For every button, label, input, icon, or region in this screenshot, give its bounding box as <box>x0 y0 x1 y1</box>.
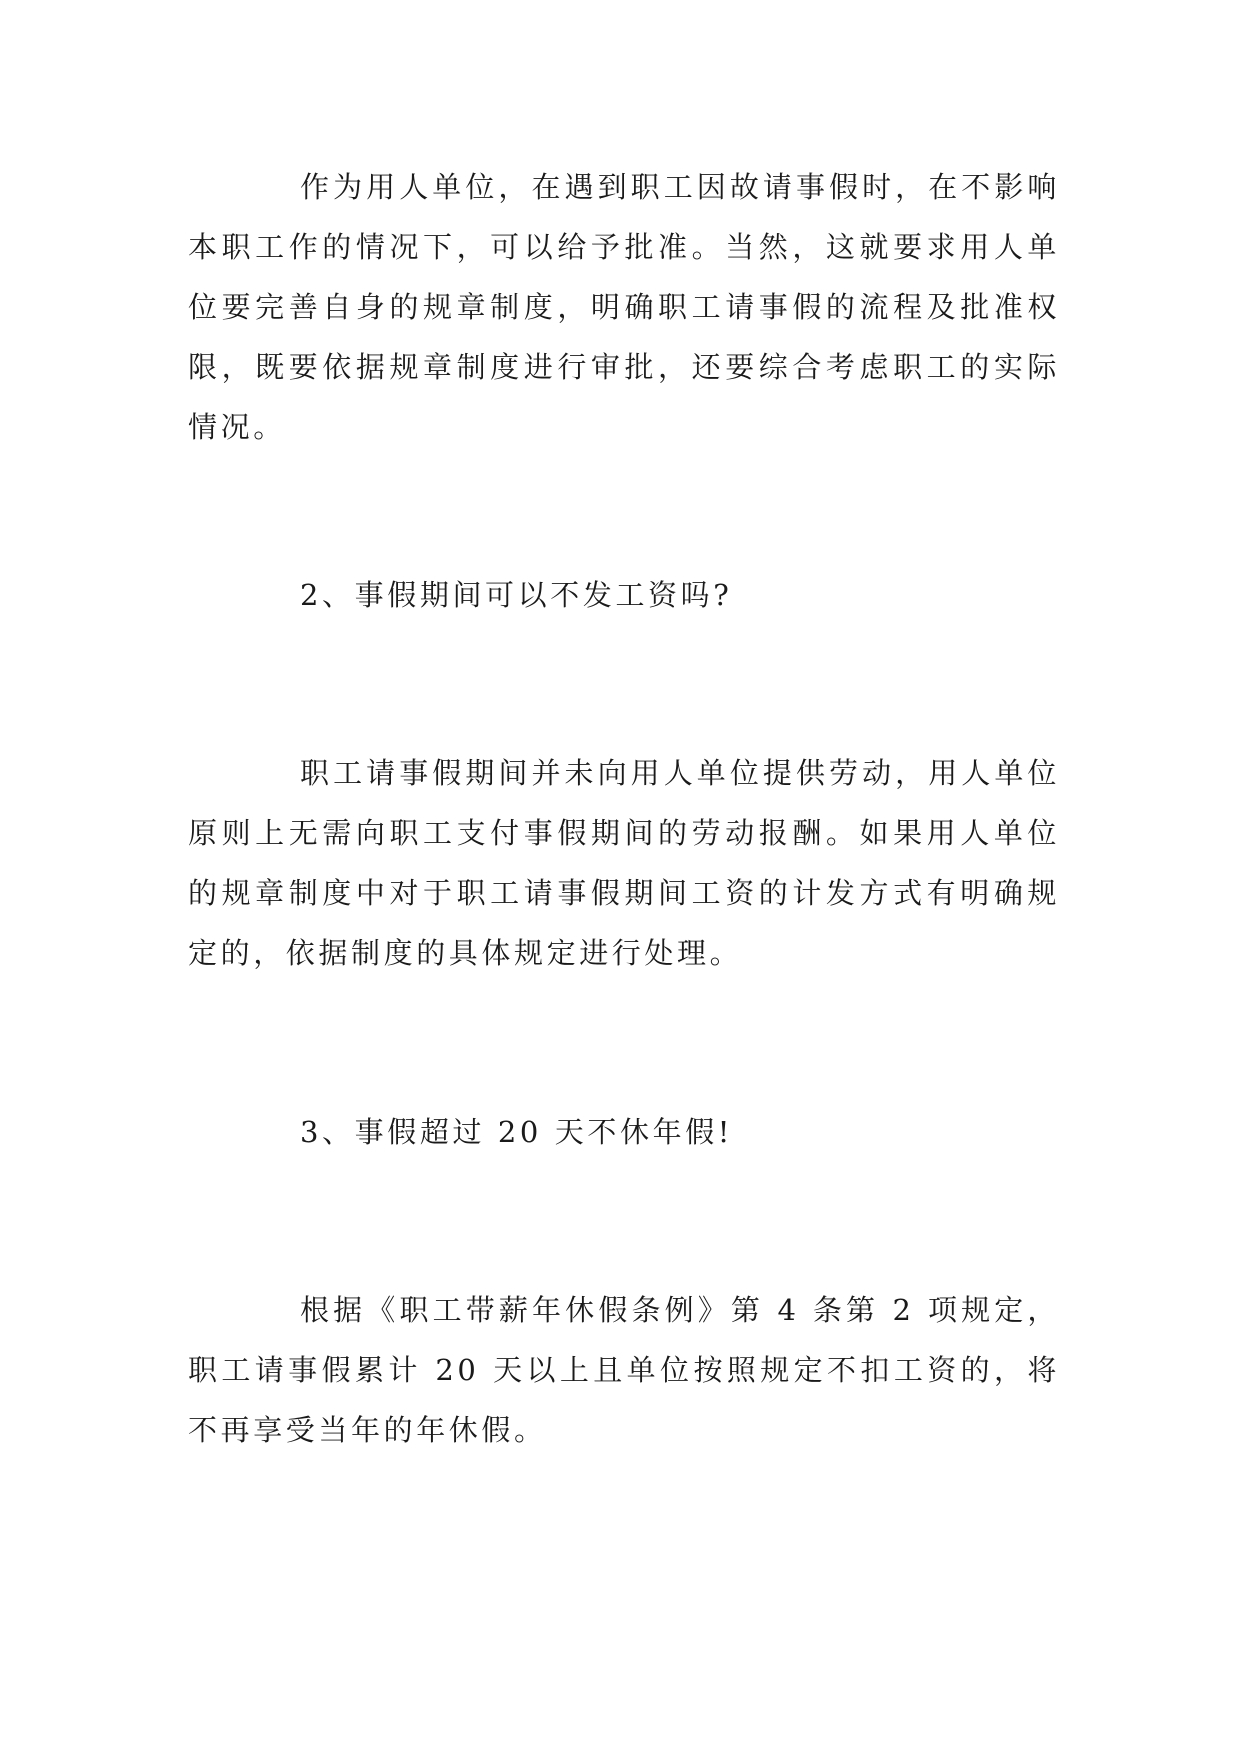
paragraph-leave-approval: 作为用人单位，在遇到职工因故请事假时，在不影响本职工作的情况下，可以给予批准。当然，这就要求用人单位要完善自身的规章制度，明确职工请事假的流程及批准权限，既要依据规章制度进行审批，还要综合考虑职工的实际情况。 <box>188 170 1060 444</box>
heading-leave-wages: 2、事假期间可以不发工资吗? <box>300 578 733 612</box>
heading-annual-leave: 3、事假超过 20 天不休年假! <box>300 1115 734 1149</box>
paragraph-annual-leave: 根据《职工带薪年休假条例》第 4 条第 2 项规定，职工请事假累计 20 天以上且单位按照规定不扣工资的，将不再享受当年的年休假。 <box>188 1293 1060 1447</box>
paragraph-leave-wages: 职工请事假期间并未向用人单位提供劳动，用人单位原则上无需向职工支付事假期间的劳动报酬。如果用人单位的规章制度中对于职工请事假期间工资的计发方式有明确规定的，依据制度的具体规定进行处理。 <box>188 756 1060 970</box>
